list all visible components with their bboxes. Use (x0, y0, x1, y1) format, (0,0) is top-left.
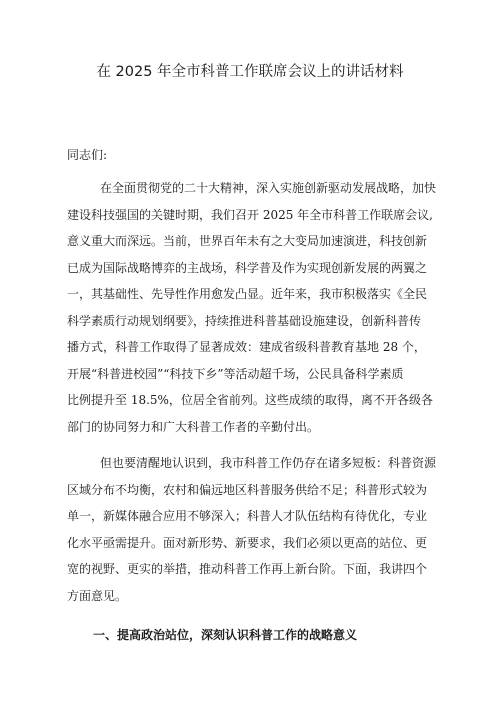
salutation: 同志们: (67, 148, 108, 162)
paragraph-line: 方面意见。 (67, 588, 128, 603)
paragraph-line: 播方式，科普工作取得了显著成效：建成省级科普教育基地 28 个， (67, 340, 426, 354)
section-heading: 一、提高政治站位，深刻认识科普工作的战略意义 (93, 628, 358, 642)
paragraph-shortcomings (67, 450, 442, 609)
paragraph-line: 但也要清醒地认识到，我市科普工作仍存在诸多短板：科普资源 (100, 456, 437, 470)
paragraph-line: 比例提升至 18.5%，位居全省前列。这些成绩的取得，离不开各级各 (67, 393, 433, 407)
paragraph-line: 化水平亟需提升。面对新形势、新要求，我们必须以更高的站位、更 (67, 535, 428, 550)
paragraph-line: 科学素质行动规划纲要》，持续推进科普基础设施建设，创新科普传 (67, 313, 422, 328)
paragraph-line: 开展“科普进校园”“科技下乡”等活动超千场，公民具备科学素质 (67, 366, 404, 381)
paragraph-line: 单一，新媒体融合应用不够深入；科普人才队伍结构有待优化，专业 (67, 509, 428, 523)
paragraph-line: 建设科技强国的关键时期，我们召开 2025 年全市科普工作联席会议, (67, 207, 433, 222)
paragraph-line: 已成为国际战略博弈的主战场，科学普及作为实现创新发展的两翼之 (67, 260, 428, 275)
document-title: 在 2025 年全市科普工作联席会议上的讲话材料 (96, 64, 404, 80)
paragraph-line: 宽的视野、更实的举措，推动科普工作再上新台阶。下面，我讲四个 (67, 562, 428, 576)
paragraph-line: 一，其基础性、先导性作用愈发凸显。近年来，我市积极落实《全民 (67, 287, 428, 301)
paragraph-intro (67, 175, 442, 440)
paragraph-line: 部门的协同努力和广大科普工作者的辛勤付出。 (67, 419, 320, 434)
paragraph-line: 在全面贯彻党的二十大精神，深入实施创新驱动发展战略，加快 (100, 181, 437, 195)
paragraph-line: 意义重大而深远。当前，世界百年未有之大变局加速演进，科技创新 (67, 234, 428, 248)
paragraph-line: 区域分布不均衡，农村和偏远地区科普服务供给不足；科普形式较为 (67, 482, 428, 497)
